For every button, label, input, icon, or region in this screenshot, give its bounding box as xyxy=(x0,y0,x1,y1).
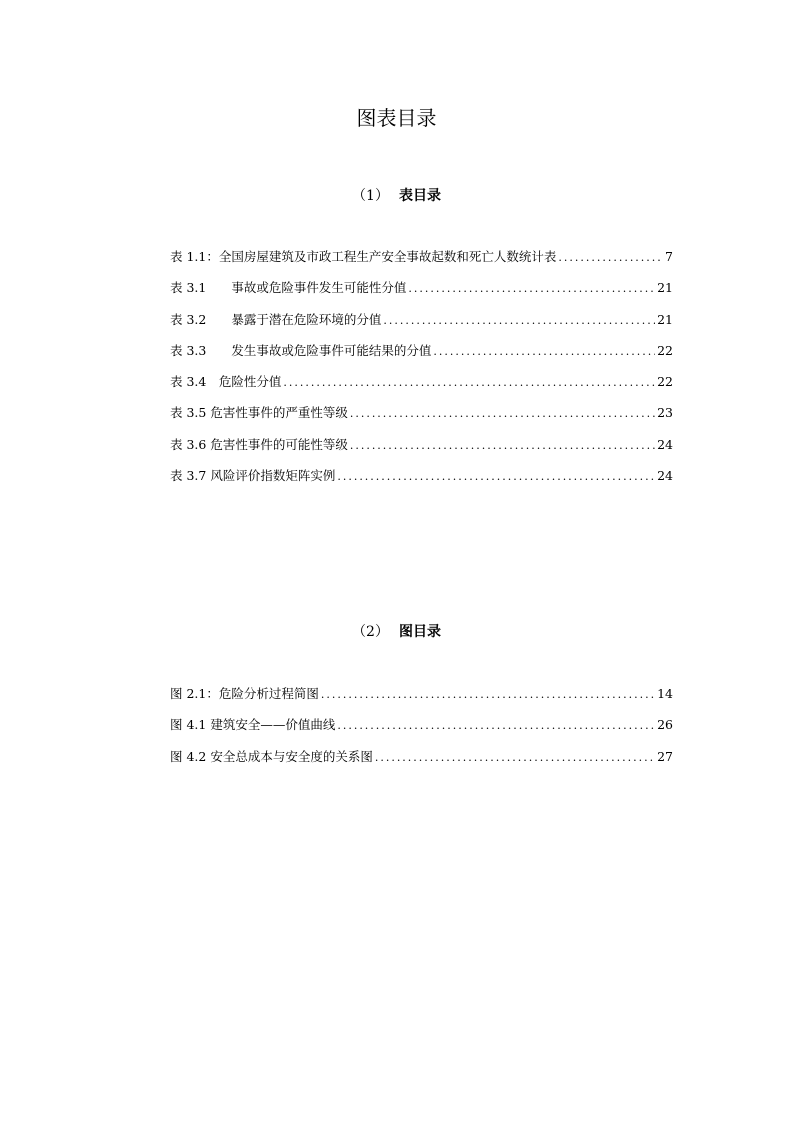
toc-entry-page: 22 xyxy=(657,374,673,390)
toc-entry-title: 表 3.4 危险性分值 xyxy=(170,374,282,390)
toc-entry-page: 22 xyxy=(657,342,673,358)
toc-entry-table-1-1[interactable] xyxy=(170,247,673,267)
toc-entry-page: 24 xyxy=(657,436,673,452)
toc-entry-page: 21 xyxy=(657,311,673,327)
toc-entry-figure-4-2[interactable] xyxy=(170,747,673,767)
tables-section-number: （1） xyxy=(352,188,389,204)
toc-entry-table-3-7[interactable] xyxy=(170,466,673,486)
toc-entry-table-3-4[interactable] xyxy=(170,372,673,392)
toc-entry-page: 24 xyxy=(657,468,673,484)
toc-entry-title: 图 4.2 安全总成本与安全度的关系图 xyxy=(170,748,373,764)
dot-leader xyxy=(337,467,655,486)
toc-entry-title: 表 3.3 发生事故或危险事件可能结果的分值 xyxy=(170,342,432,358)
toc-entry-table-3-3[interactable] xyxy=(170,341,673,361)
toc-entry-page: 23 xyxy=(657,405,673,421)
toc-entry-title: 表 3.5 危害性事件的严重性等级 xyxy=(170,405,348,421)
toc-entry-page: 27 xyxy=(657,748,673,764)
dot-leader xyxy=(321,685,655,704)
toc-entry-title: 表 3.1 事故或危险事件发生可能性分值 xyxy=(170,280,407,296)
dot-leader xyxy=(350,404,655,423)
figures-toc-list xyxy=(170,684,673,778)
toc-entry-page: 14 xyxy=(657,686,673,701)
dot-leader xyxy=(383,311,655,330)
toc-entry-title: 表 3.6 危害性事件的可能性等级 xyxy=(170,436,348,452)
toc-entry-page: 26 xyxy=(657,717,673,733)
dot-leader xyxy=(558,248,663,267)
toc-entry-title: 表 3.7 风险评价指数矩阵实例 xyxy=(170,468,336,484)
toc-entry-figure-2-1[interactable] xyxy=(170,684,673,704)
page-title: 图表目录 xyxy=(356,106,437,130)
dot-leader xyxy=(350,436,655,455)
figures-section-heading xyxy=(0,622,793,642)
toc-entry-title: 表 1.1：全国房屋建筑及市政工程生产安全事故起数和死亡人数统计表 xyxy=(170,249,557,264)
toc-entry-title: 表 3.2 暴露于潜在危险环境的分值 xyxy=(170,311,382,327)
toc-entry-page: 21 xyxy=(657,280,673,296)
dot-leader xyxy=(433,342,655,361)
dot-leader xyxy=(283,373,655,392)
dot-leader xyxy=(337,716,655,735)
toc-entry-table-3-5[interactable] xyxy=(170,403,673,423)
figures-section-number: （2） xyxy=(352,624,389,640)
toc-entry-table-3-6[interactable] xyxy=(170,435,673,455)
dot-leader xyxy=(408,279,655,298)
tables-section-label: 表目录 xyxy=(398,188,441,204)
toc-entry-table-3-2[interactable] xyxy=(170,310,673,330)
figures-section-label: 图目录 xyxy=(398,624,441,640)
toc-entry-page: 7 xyxy=(665,249,673,264)
toc-entry-title: 图 4.1 建筑安全——价值曲线 xyxy=(170,717,336,733)
toc-entry-figure-4-1[interactable] xyxy=(170,715,673,735)
toc-entry-table-3-1[interactable] xyxy=(170,278,673,298)
tables-toc-list xyxy=(170,247,673,497)
tables-section-heading xyxy=(0,186,793,206)
dot-leader xyxy=(375,748,655,767)
toc-entry-title: 图 2.1：危险分析过程简图 xyxy=(170,686,319,701)
